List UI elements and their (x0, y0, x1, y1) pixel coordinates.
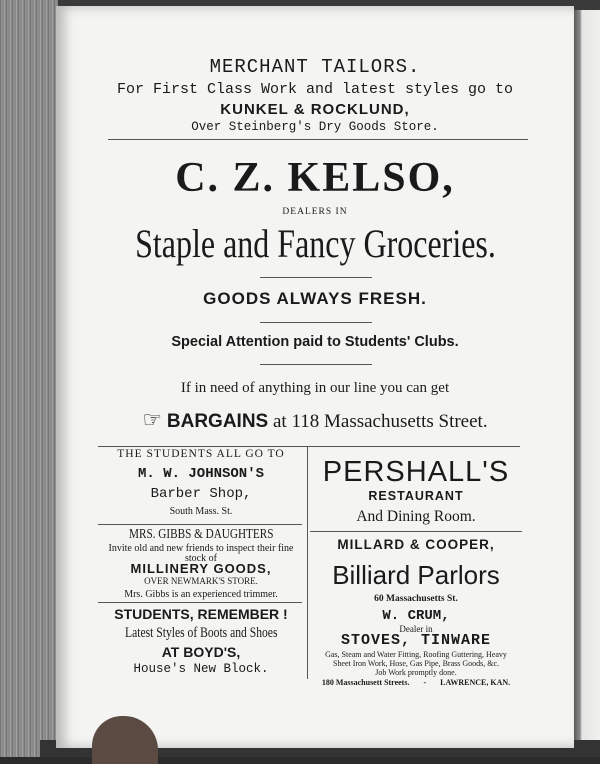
millard-name: MILLARD & COOPER, (337, 537, 495, 552)
pershall-restaurant: RESTAURANT (368, 489, 464, 503)
divider (310, 531, 522, 532)
tailors-location: Over Steinberg's Dry Goods Store. (191, 120, 439, 134)
crum-town: LAWRENCE, KAN. (440, 678, 511, 687)
left-column (98, 6, 304, 748)
tailors-line: For First Class Work and latest styles go to (116, 81, 514, 98)
gibbs-millinery: MILLINERY GOODS, (130, 561, 272, 576)
divider (98, 524, 302, 525)
boyd-name: AT BOYD'S, (161, 644, 241, 660)
boyd-location: House's New Block. (133, 662, 269, 676)
tailors-firm: KUNKEL & ROCKLUND, (220, 101, 410, 118)
gibbs-name: MRS. GIBBS & DAUGHTERS (128, 527, 274, 542)
kelso-address: at 118 Massachusetts Street. (272, 411, 488, 432)
tailors-heading: MERCHANT TAILORS. (209, 56, 421, 78)
kelso-goods-text: Staple and Fancy Groceries. (134, 221, 496, 266)
gibbs-invite: Invite old and new friends to inspect their fine (108, 543, 294, 554)
johnson-intro: THE STUDENTS ALL GO TO (117, 448, 285, 460)
facing-page-edge (574, 10, 600, 745)
kelso-dealers: DEALERS IN (282, 207, 348, 217)
pershall-name: PERSHALL'S (322, 456, 510, 488)
boyd-styles: Latest Styles of Boots and Shoes (124, 625, 278, 641)
scanned-page (56, 6, 574, 748)
crum-name: W. CRUM, (382, 608, 450, 624)
millard-billiard: Billiard Parlors (332, 560, 500, 590)
gibbs-location: OVER NEWMARK'S STORE. (144, 576, 258, 586)
boyd-heading: STUDENTS, REMEMBER ! (114, 606, 288, 622)
johnson-name: M. W. JOHNSON'S (137, 466, 265, 482)
crum-fitting-1: Gas, Steam and Water Fitting, Roofing Guttering, Heavy (325, 650, 507, 659)
crum-fitting-2: Sheet Iron Work, Hose, Gas Pipe, Brass Goods, &c. (332, 659, 500, 668)
column-divider (307, 447, 308, 679)
kelso-fresh: GOODS ALWAYS FRESH. (203, 289, 427, 308)
johnson-shop: Barber Shop, (150, 486, 252, 502)
gibbs-stock: stock of (185, 553, 217, 564)
crum-address: 180 Massachusett Streets. - LAWRENCE, KAN. (321, 678, 511, 687)
millard-address: 60 Massachusetts St. (374, 594, 458, 604)
johnson-location: South Mass. St. (169, 506, 233, 517)
crum-stoves: STOVES, TINWARE (340, 632, 492, 649)
crum-dealer: Dealer in (399, 624, 433, 634)
kelso-name: C. Z. KELSO, (175, 155, 455, 201)
kelso-bargains: BARGAINS (166, 411, 269, 432)
right-column (310, 6, 522, 748)
crum-street: 180 Massachusett Streets. (321, 678, 410, 687)
kelso-attention: Special Attention paid to Students' Clubs. (171, 334, 459, 350)
crum-jobwork: Job Work promptly done. (375, 668, 457, 677)
gibbs-trimmer: Mrs. Gibbs is an experienced trimmer. (124, 589, 278, 600)
book-spine (0, 0, 58, 757)
divider (98, 602, 302, 603)
kelso-need: If in need of anything in our line you can get (180, 380, 450, 396)
pointing-hand-icon: ☞ (142, 407, 163, 432)
pershall-dining: And Dining Room. (356, 508, 476, 525)
